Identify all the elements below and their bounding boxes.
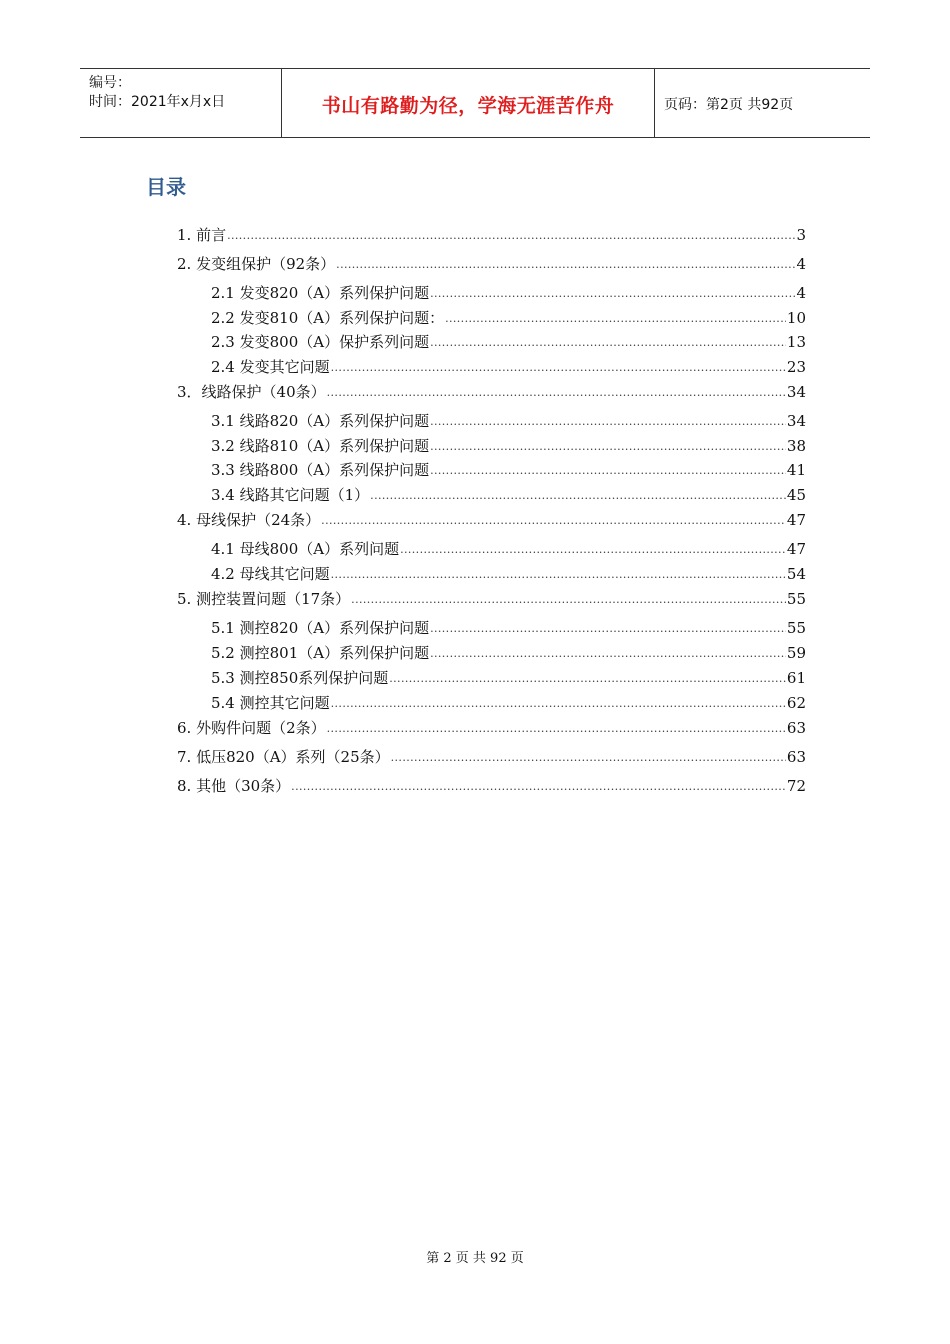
toc-dot-leader	[321, 510, 786, 525]
toc-entry-label: 2.4 发变其它问题	[211, 358, 330, 376]
toc-entry-label: 3.4 线路其它问题（1）	[211, 486, 370, 504]
toc-entry-page: 54	[786, 565, 806, 583]
toc-entry-label: 3.1 线路820（A）系列保护问题	[211, 412, 430, 430]
toc-entry[interactable]	[211, 331, 806, 351]
toc-entry-page: 3	[796, 226, 806, 244]
toc-entry-page: 61	[786, 669, 806, 687]
toc-entry[interactable]	[211, 435, 806, 455]
toc-dot-leader	[430, 618, 786, 633]
toc-dot-leader	[331, 564, 786, 579]
toc-entry-label: 5.4 测控其它问题	[211, 694, 330, 712]
toc-entry-label: 2.3 发变800（A）保护系列问题	[211, 333, 430, 351]
toc-dot-leader	[336, 254, 795, 269]
toc-entry-label: 3.3 线路800（A）系列保护问题	[211, 461, 430, 479]
toc-entry-page: 10	[786, 309, 806, 327]
toc-entry-label: 8. 其他（30条）	[177, 777, 291, 795]
toc-entry-label: 4. 母线保护（24条）	[177, 511, 321, 529]
toc-entry-page: 13	[786, 333, 806, 351]
toc-entry-page: 4	[796, 255, 806, 273]
page-header	[80, 68, 870, 138]
page-footer: 第 2 页 共 92 页	[426, 1251, 524, 1266]
toc-entry[interactable]	[211, 410, 806, 430]
toc-entry[interactable]	[211, 484, 806, 504]
toc-entry[interactable]	[211, 356, 806, 376]
header-left-cell	[80, 69, 282, 137]
toc-dot-leader	[291, 776, 786, 791]
toc-entry-page: 47	[786, 511, 806, 529]
toc-entry-label: 3.2 线路810（A）系列保护问题	[211, 437, 430, 455]
toc-dot-leader	[389, 668, 786, 683]
toc-entry[interactable]	[211, 617, 806, 637]
date-label: 时间：2021年x月x日	[89, 94, 226, 110]
toc-entry-label: 3．线路保护（40条）	[177, 383, 326, 401]
toc-entry[interactable]	[177, 746, 806, 766]
toc-dot-leader	[430, 283, 795, 298]
toc-entry-page: 4	[796, 284, 806, 302]
toc-entry-label: 2.2 发变810（A）系列保护问题：	[211, 309, 445, 327]
toc-dot-leader	[227, 225, 795, 240]
toc-dot-leader	[430, 643, 786, 658]
page-code: 页码：第2页 共92页	[664, 97, 794, 113]
header-right-cell	[655, 69, 870, 137]
toc-entry-label: 5. 测控装置问题（17条）	[177, 590, 351, 608]
toc-entry[interactable]	[211, 692, 806, 712]
toc-entry-page: 59	[786, 644, 806, 662]
toc-entry-page: 47	[786, 540, 806, 558]
toc-entry-label: 5.2 测控801（A）系列保护问题	[211, 644, 430, 662]
toc-entry-page: 34	[786, 412, 806, 430]
toc-dot-leader	[430, 436, 786, 451]
toc-entry-label: 1. 前言	[177, 226, 227, 244]
toc-dot-leader	[391, 747, 786, 762]
toc-dot-leader	[331, 693, 786, 708]
toc-entry-page: 34	[786, 383, 806, 401]
toc-entry[interactable]	[177, 509, 806, 529]
toc-entry-page: 38	[786, 437, 806, 455]
toc-entry[interactable]	[177, 588, 806, 608]
toc-entry-label: 6. 外购件问题（2条）	[177, 719, 326, 737]
toc-entry-page: 55	[786, 590, 806, 608]
header-motto-cell	[282, 69, 655, 137]
toc-entry-page: 72	[786, 777, 806, 795]
toc-dot-leader	[430, 460, 786, 475]
toc-entry-page: 63	[786, 748, 806, 766]
toc-dot-leader	[430, 411, 786, 426]
toc-entry-page: 23	[786, 358, 806, 376]
toc-entry[interactable]	[177, 253, 806, 273]
toc-entry-label: 7. 低压820（A）系列（25条）	[177, 748, 390, 766]
toc-entry[interactable]	[177, 717, 806, 737]
toc-dot-leader	[351, 589, 786, 604]
toc-dot-leader	[445, 308, 786, 323]
motto-text: 书山有路勤为径，学海无涯苦作舟	[321, 95, 615, 117]
toc-entry[interactable]	[177, 224, 806, 244]
toc-dot-leader	[327, 718, 786, 733]
toc-entry-page: 63	[786, 719, 806, 737]
toc-entry[interactable]	[211, 459, 806, 479]
toc-entry-page: 55	[786, 619, 806, 637]
toc-entry[interactable]	[211, 563, 806, 583]
serial-label: 编号：	[89, 75, 131, 91]
toc-entry[interactable]	[211, 538, 806, 558]
toc-entry-label: 2.1 发变820（A）系列保护问题	[211, 284, 430, 302]
toc-entry-label: 5.3 测控850系列保护问题	[211, 669, 389, 687]
toc-entry-page: 41	[786, 461, 806, 479]
toc-entry[interactable]	[211, 307, 806, 327]
toc-entry[interactable]	[211, 282, 806, 302]
toc-dot-leader	[370, 485, 786, 500]
toc-dot-leader	[400, 539, 786, 554]
toc-title: 目录	[146, 175, 186, 199]
toc-entry-label: 5.1 测控820（A）系列保护问题	[211, 619, 430, 637]
toc-entry[interactable]	[177, 381, 806, 401]
toc-entry-label: 4.1 母线800（A）系列问题	[211, 540, 400, 558]
toc-dot-leader	[331, 357, 786, 372]
toc-entry-page: 45	[786, 486, 806, 504]
toc-entry[interactable]	[211, 642, 806, 662]
toc-entry-label: 4.2 母线其它问题	[211, 565, 330, 583]
toc-entry[interactable]	[177, 775, 806, 795]
toc-entry-page: 62	[786, 694, 806, 712]
toc-entry-label: 2. 发变组保护（92条）	[177, 255, 336, 273]
toc-dot-leader	[430, 332, 786, 347]
toc-dot-leader	[327, 382, 786, 397]
toc-entry[interactable]	[211, 667, 806, 687]
